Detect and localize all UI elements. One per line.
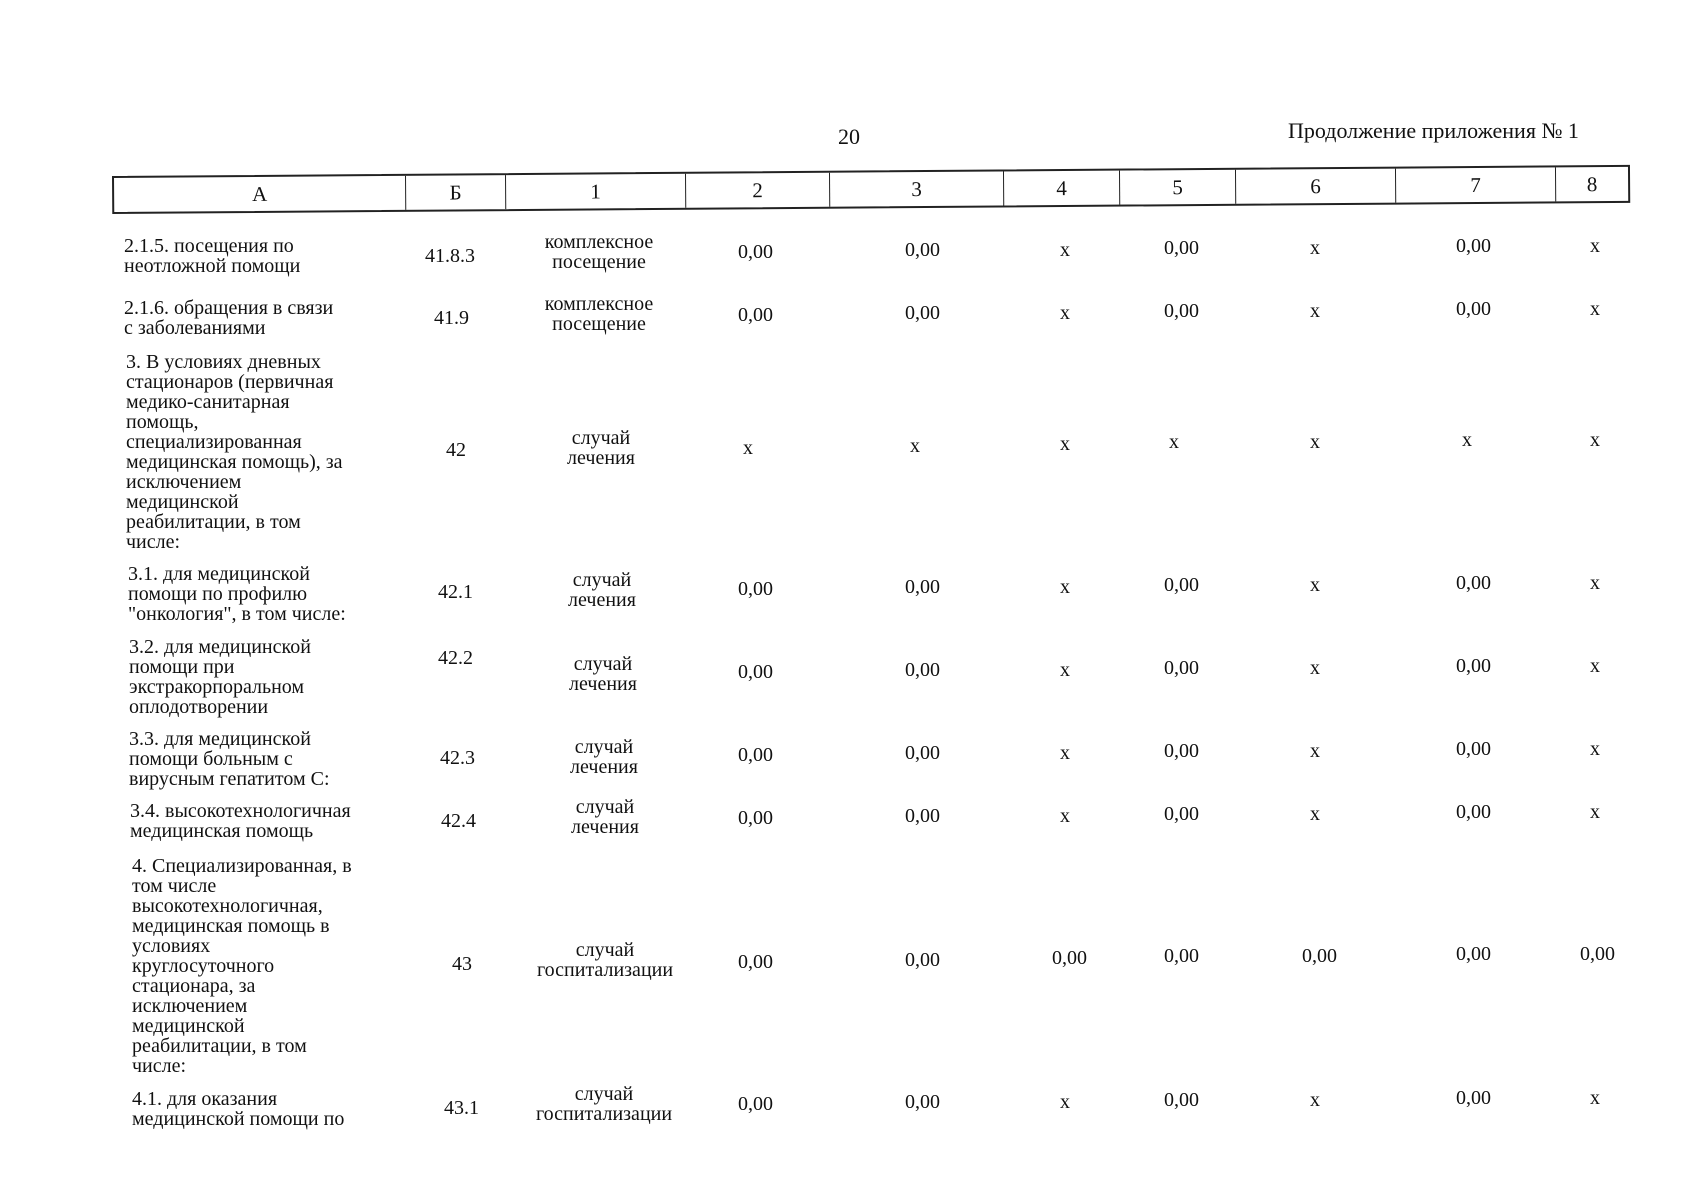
row-value-col-3: 0,00 xyxy=(905,1091,940,1113)
row-code: 41.8.3 xyxy=(425,245,475,267)
row-code: 43 xyxy=(452,953,472,975)
row-value-col-3: 0,00 xyxy=(905,805,940,827)
row-value-col-3: 0,00 xyxy=(905,302,940,324)
row-unit: случай лечения xyxy=(569,653,637,695)
row-value-col-5: 0,00 xyxy=(1164,740,1199,762)
row-label: 2.1.6. обращения в связи с заболеваниями xyxy=(124,297,334,339)
row-unit: случай госпитализации xyxy=(536,939,674,981)
row-value-col-5: x xyxy=(1169,431,1179,453)
row-value-col-2: 0,00 xyxy=(738,807,773,829)
row-value-col-7: 0,00 xyxy=(1456,1087,1491,1109)
row-value-col-5: 0,00 xyxy=(1164,300,1199,322)
row-code: 42.3 xyxy=(440,747,475,769)
row-value-col-7: 0,00 xyxy=(1456,738,1491,760)
row-value-col-5: 0,00 xyxy=(1164,945,1199,967)
row-value-col-3: 0,00 xyxy=(905,239,940,261)
row-value-col-8: x xyxy=(1590,801,1600,823)
row-label: 4.1. для оказания медицинской помощи по xyxy=(132,1088,345,1130)
row-value-col-4: x xyxy=(1060,805,1070,827)
row-label: 3.3. для медицинской помощи больным с вирусным гепатитом С: xyxy=(129,728,330,790)
row-value-col-3: 0,00 xyxy=(905,576,940,598)
row-value-col-6: x xyxy=(1310,1089,1320,1111)
row-value-col-5: 0,00 xyxy=(1164,237,1199,259)
row-value-col-7: 0,00 xyxy=(1456,298,1491,320)
row-label: 2.1.5. посещения по неотложной помощи xyxy=(124,235,301,277)
row-value-col-4: x xyxy=(1060,576,1070,598)
row-value-col-4: x xyxy=(1060,433,1070,455)
row-value-col-4: x xyxy=(1060,1091,1070,1113)
header-col-6: 6 xyxy=(1236,169,1396,204)
header-col-4: 4 xyxy=(1004,171,1120,206)
header-col-b: Б xyxy=(406,175,506,210)
header-col-1: 1 xyxy=(506,174,686,209)
header-col-a: А xyxy=(114,176,406,212)
row-value-col-5: 0,00 xyxy=(1164,803,1199,825)
row-unit: случай лечения xyxy=(567,427,635,469)
row-value-col-8: x xyxy=(1590,298,1600,320)
row-value-col-8: 0,00 xyxy=(1580,943,1615,965)
table-header xyxy=(112,165,1630,214)
row-value-col-2: 0,00 xyxy=(738,304,773,326)
header-col-2: 2 xyxy=(686,173,830,208)
row-value-col-2: 0,00 xyxy=(738,661,773,683)
row-unit: случай госпитализации xyxy=(535,1083,673,1125)
row-value-col-5: 0,00 xyxy=(1164,574,1199,596)
row-value-col-8: x xyxy=(1590,429,1600,451)
page-number: 20 xyxy=(838,124,860,149)
row-value-col-6: x xyxy=(1310,431,1320,453)
row-value-col-6: x xyxy=(1310,237,1320,259)
row-value-col-2: 0,00 xyxy=(738,241,773,263)
row-unit: комплексное посещение xyxy=(544,231,654,273)
row-value-col-7: 0,00 xyxy=(1456,655,1491,677)
row-value-col-2: 0,00 xyxy=(738,744,773,766)
row-value-col-6: x xyxy=(1310,657,1320,679)
row-value-col-2: 0,00 xyxy=(738,951,773,973)
header-col-7: 7 xyxy=(1396,167,1556,202)
row-label: 3. В условиях дневных стационаров (первичная медико-санитарная помощь, специализированная медицинская помощь), за исключением медицинской реабилитации, в том числе: xyxy=(126,351,343,553)
row-value-col-7: 0,00 xyxy=(1456,572,1491,594)
continuation-title: Продолжение приложения № 1 xyxy=(1288,118,1579,143)
header-col-5: 5 xyxy=(1120,170,1236,205)
row-code: 42.1 xyxy=(438,581,473,603)
row-value-col-8: x xyxy=(1590,655,1600,677)
row-value-col-4: x xyxy=(1060,302,1070,324)
row-value-col-5: 0,00 xyxy=(1164,1089,1199,1111)
row-label: 3.4. высокотехнологичная медицинская помощь xyxy=(130,800,351,842)
row-value-col-7: 0,00 xyxy=(1456,943,1491,965)
row-unit: случай лечения xyxy=(571,796,639,838)
row-value-col-3: x xyxy=(910,435,920,457)
row-value-col-7: 0,00 xyxy=(1456,801,1491,823)
header-col-3: 3 xyxy=(830,171,1004,206)
row-value-col-5: 0,00 xyxy=(1164,657,1199,679)
row-label: 4. Специализированная, в том числе высокотехнологичная, медицинская помощь в условиях круглосуточного стационара, за исключением медицинской реабилитации, в том числе: xyxy=(132,855,352,1077)
row-unit: комплексное посещение xyxy=(544,293,654,335)
row-value-col-6: x xyxy=(1310,574,1320,596)
row-unit: случай лечения xyxy=(568,569,636,611)
row-unit: случай лечения xyxy=(570,736,638,778)
row-value-col-8: x xyxy=(1590,1087,1600,1109)
row-label: 3.1. для медицинской помощи по профилю "онкология", в том числе: xyxy=(128,563,346,625)
row-value-col-8: x xyxy=(1590,572,1600,594)
row-value-col-4: x xyxy=(1060,659,1070,681)
row-value-col-8: x xyxy=(1590,235,1600,257)
row-value-col-7: x xyxy=(1462,429,1472,451)
row-code: 41.9 xyxy=(434,307,469,329)
row-code: 42.2 xyxy=(438,647,473,669)
row-value-col-4: x xyxy=(1060,239,1070,261)
header-col-8: 8 xyxy=(1586,172,1598,197)
row-value-col-2: x xyxy=(743,437,753,459)
row-value-col-2: 0,00 xyxy=(738,578,773,600)
row-value-col-3: 0,00 xyxy=(905,659,940,681)
row-value-col-6: 0,00 xyxy=(1302,945,1337,967)
row-value-col-6: x xyxy=(1310,300,1320,322)
row-value-col-3: 0,00 xyxy=(905,742,940,764)
row-value-col-4: 0,00 xyxy=(1052,947,1087,969)
row-value-col-6: x xyxy=(1310,803,1320,825)
row-value-col-8: x xyxy=(1590,738,1600,760)
row-label: 3.2. для медицинской помощи при экстракорпоральном оплодотворении xyxy=(129,636,311,718)
row-code: 43.1 xyxy=(444,1097,479,1119)
row-value-col-6: x xyxy=(1310,740,1320,762)
row-code: 42.4 xyxy=(441,810,476,832)
row-value-col-2: 0,00 xyxy=(738,1093,773,1115)
row-value-col-3: 0,00 xyxy=(905,949,940,971)
row-value-col-7: 0,00 xyxy=(1456,235,1491,257)
row-code: 42 xyxy=(446,439,466,461)
row-value-col-4: x xyxy=(1060,742,1070,764)
